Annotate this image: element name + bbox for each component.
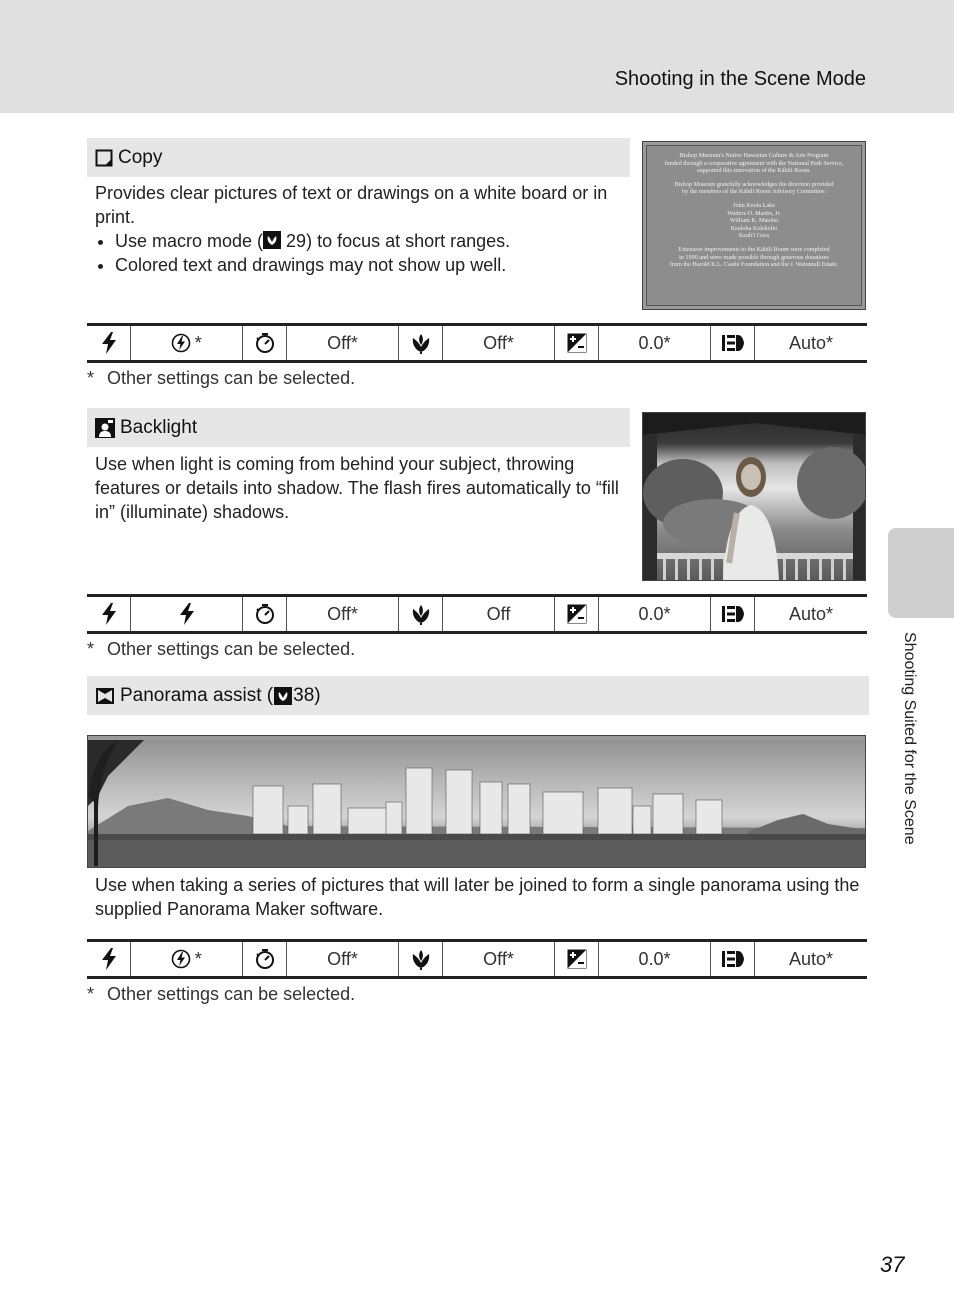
self-timer-icon: [243, 942, 287, 976]
iso-sensitivity-icon: [711, 942, 755, 976]
flash-setting: [131, 597, 243, 631]
backlight-description: Use when light is coming from behind your subject, throwing features or details into shadow. The flash fires automatically to “fill in” (illuminate) shadows.: [95, 454, 619, 522]
sensitivity-value: Auto*: [788, 603, 834, 624]
self-timer-value: Off*: [287, 597, 399, 631]
flash-setting-value: *: [191, 332, 202, 353]
copy-bullet-item: • Colored text and drawings may not show up well.: [115, 253, 625, 277]
footnote-asterisk: *: [87, 639, 95, 659]
copy-example-photo: [642, 141, 866, 310]
section-title-backlight: Backlight: [120, 416, 198, 438]
footnote-asterisk: *: [87, 984, 95, 1004]
settings-table-copy: [87, 323, 867, 363]
exposure-value: 0.0*: [599, 942, 711, 976]
flash-mode-icon: [87, 597, 131, 631]
flash-setting: [131, 326, 243, 360]
flash-on-icon: [179, 603, 195, 625]
section-description-backlight: [95, 452, 625, 524]
iso-sensitivity-icon: [711, 597, 755, 631]
section-heading-backlight: [87, 408, 630, 447]
self-timer-icon: [243, 326, 287, 360]
section-title-panorama-ref: 38): [293, 684, 321, 706]
panorama-example-photo: [87, 735, 866, 868]
footnote-asterisk: *: [87, 368, 95, 388]
settings-table-backlight: [87, 594, 867, 634]
macro-value: Off*: [443, 326, 555, 360]
macro-icon: [399, 326, 443, 360]
exposure-compensation-icon: [555, 597, 599, 631]
bullet-text-part: 29) to focus at short ranges.: [281, 231, 511, 251]
flash-setting: [131, 942, 243, 976]
side-tab: [888, 528, 954, 618]
backlight-example-photo: [642, 412, 866, 581]
side-tab-label: Shooting Suited for the Scene: [901, 632, 918, 845]
book-reference-icon: [274, 687, 292, 705]
exposure-compensation-icon: [555, 942, 599, 976]
sensitivity-value: Auto*: [788, 332, 834, 353]
bullet-text-part: Use macro mode (: [115, 231, 264, 251]
section-title-panorama: Panorama assist (: [120, 684, 274, 706]
exposure-compensation-icon: [555, 326, 599, 360]
footnote-text: Other settings can be selected.: [107, 368, 356, 388]
footnote-copy: [87, 368, 355, 389]
footnote-text: Other settings can be selected.: [107, 639, 356, 659]
macro-icon: [399, 942, 443, 976]
macro-icon: [399, 597, 443, 631]
copy-description: Provides clear pictures of text or drawings on a white board or in print.: [95, 183, 608, 227]
page-number: 37: [880, 1252, 905, 1277]
iso-sensitivity-icon: [711, 326, 755, 360]
copy-bullet-list: [95, 229, 625, 277]
photo-plaque-text: Bishop Museum's Native Hawaiian Culture & Arts Program funded through a cooperative agreement with the National Park Service, supported this renovation of the Kāhili Room. Bishop Museum gratefully acknowledges the direction provided by the members of the Kāhili Room Advisory Committee: John Keola Lake Watters O. Martin, Jr. William K. Maioho Kealoha Kelekolio Keali'i Gora Extensive improvements to the Kāhili Room were completed in 1990 and were made possible through generous donations from the Harold K.L. Castle Foundation and the J. Watumull Estate.: [664, 152, 844, 269]
panorama-description: Use when taking a series of pictures that will later be joined to form a single panorama using the supplied Panorama Maker software.: [95, 875, 860, 919]
section-heading-copy: [87, 138, 630, 177]
copy-bullet-item: [115, 229, 625, 253]
macro-value: Off: [443, 597, 555, 631]
section-title-copy: Copy: [118, 146, 163, 168]
flash-setting-value: *: [191, 948, 202, 969]
exposure-value: 0.0*: [599, 326, 711, 360]
backlight-scene-icon: [95, 418, 115, 438]
exposure-value: 0.0*: [599, 597, 711, 631]
page-header-title: Shooting in the Scene Mode: [614, 68, 866, 90]
flash-mode-icon: [87, 326, 131, 360]
sensitivity-value: Auto*: [788, 948, 834, 969]
footnote-backlight: [87, 639, 355, 660]
backlight-photo-drawing: [643, 413, 866, 581]
settings-table-panorama: [87, 939, 867, 979]
section-heading-panorama: [87, 676, 869, 715]
section-description-panorama: [95, 873, 865, 921]
self-timer-value: Off*: [287, 326, 399, 360]
header-band: [0, 0, 954, 113]
panorama-assist-icon: [95, 687, 115, 705]
flash-auto-icon: [171, 949, 191, 969]
macro-icon: [263, 231, 281, 249]
section-description-copy: [95, 181, 625, 277]
copy-scene-icon: [95, 149, 113, 167]
footnote-panorama: [87, 984, 355, 1005]
self-timer-icon: [243, 597, 287, 631]
footnote-text: Other settings can be selected.: [107, 984, 356, 1004]
panorama-skyline-drawing: [88, 736, 866, 868]
self-timer-value: Off*: [287, 942, 399, 976]
flash-mode-icon: [87, 942, 131, 976]
flash-auto-icon: [171, 333, 191, 353]
macro-value: Off*: [443, 942, 555, 976]
